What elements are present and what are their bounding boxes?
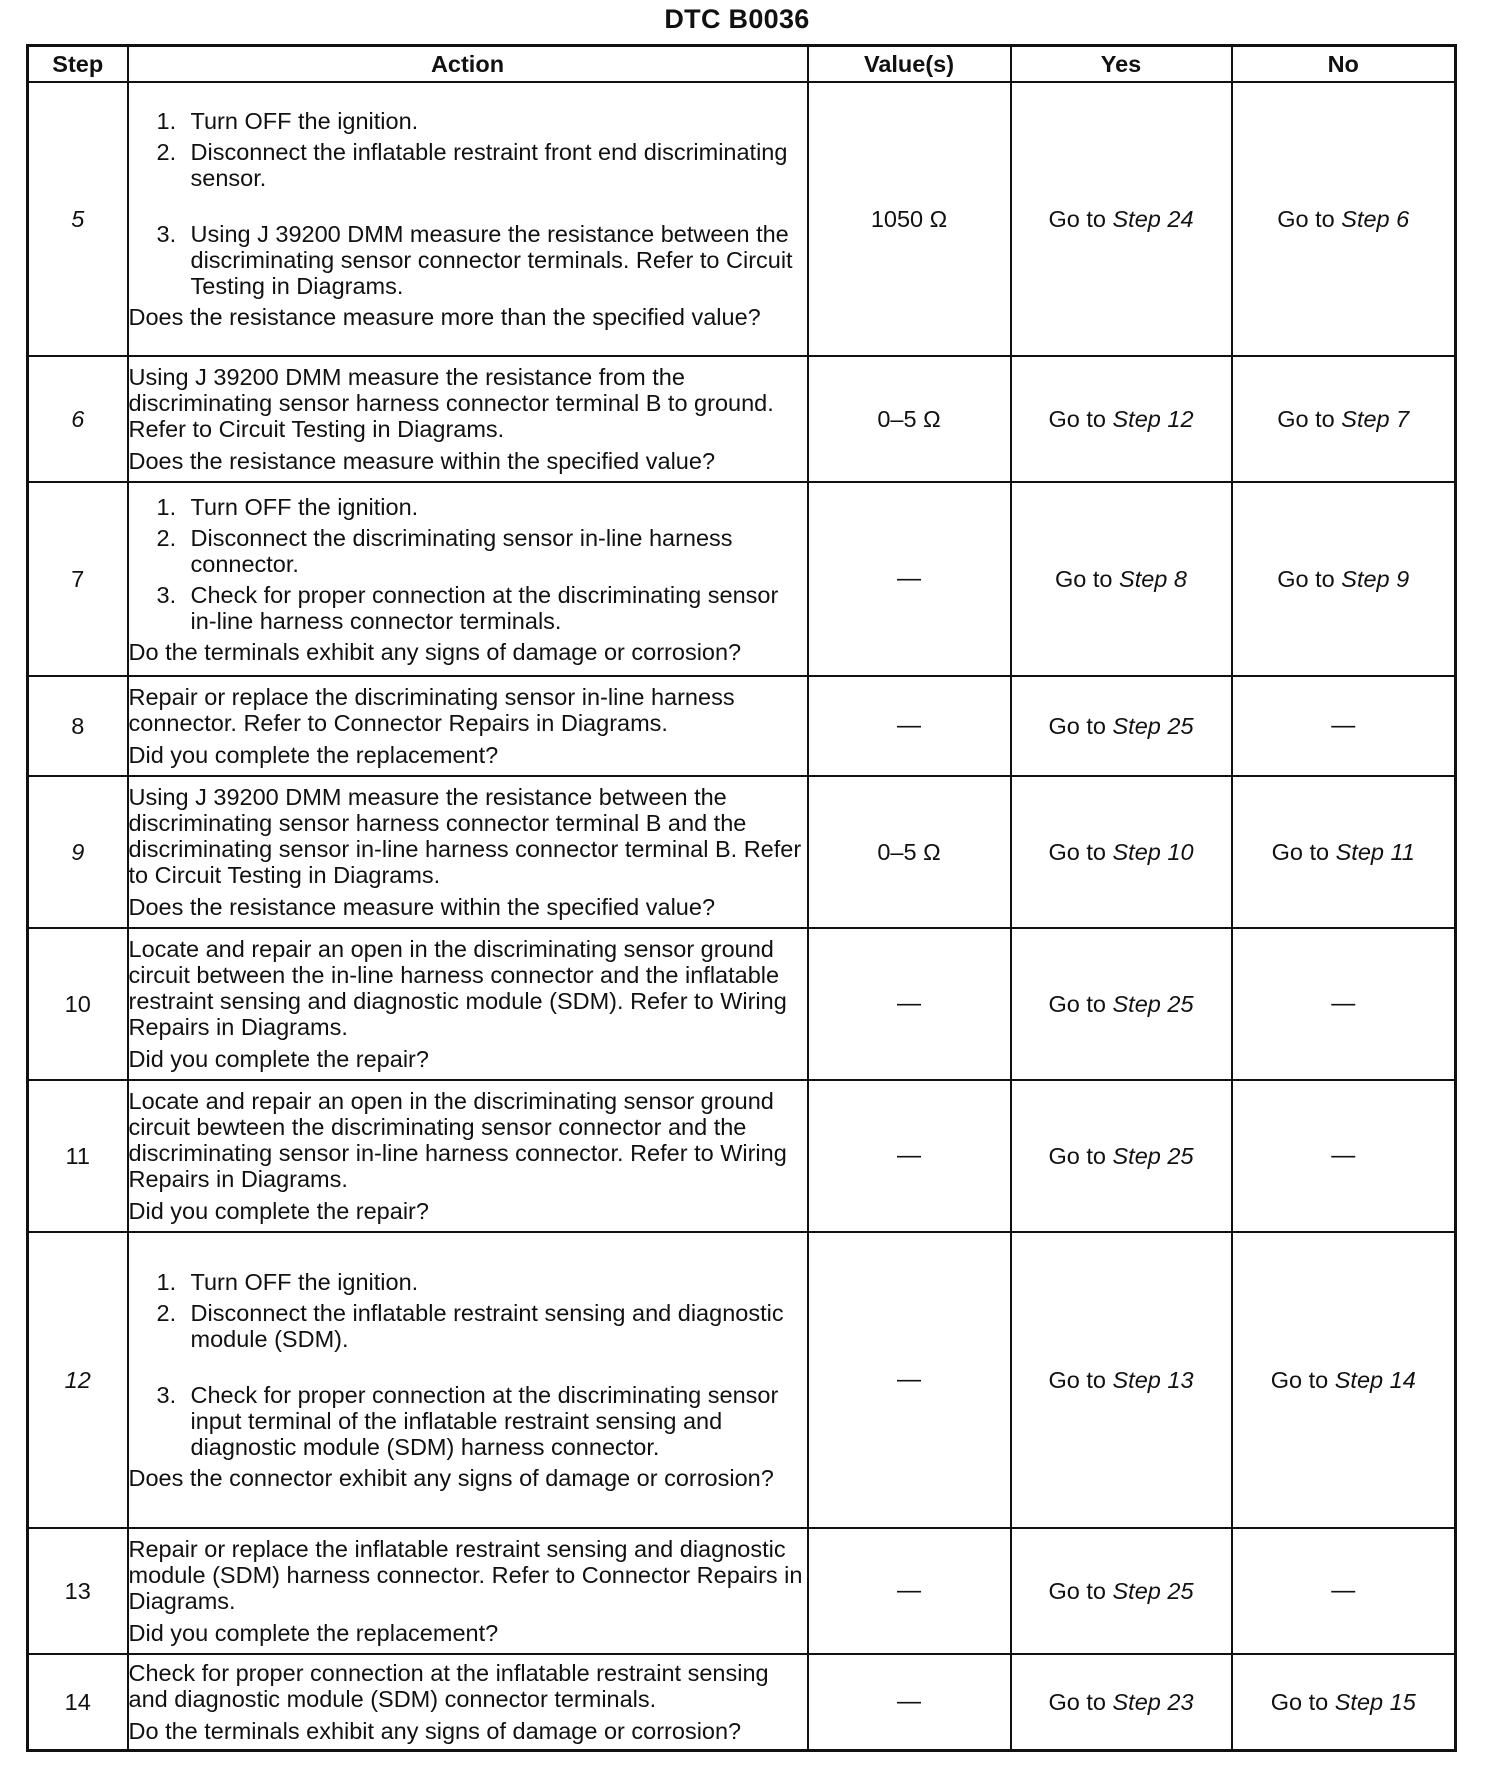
- action-text: Using J 39200 DMM measure the resistance between the discriminating sensor harness connector terminal B and the discriminating sensor in-line harness connector terminal B. Refer to Circuit Testing in Diagrams.: [128, 784, 802, 888]
- action-cell: [128, 1232, 808, 1528]
- yes-cell: Go to Step 24: [1011, 82, 1232, 356]
- step-number: 13: [28, 1528, 128, 1654]
- header-yes: Yes: [1011, 46, 1232, 83]
- table-row: [28, 1232, 1456, 1528]
- no-cell: Go to Step 11: [1232, 776, 1456, 928]
- action-text: Check for proper connection at the inflatable restraint sensing and diagnostic module (SDM) connector terminals.: [128, 1659, 769, 1712]
- table-row: [28, 1654, 1456, 1750]
- list-item: 1. Turn OFF the ignition.: [156, 493, 419, 520]
- action-cell: [128, 928, 808, 1080]
- action-cell: [128, 356, 808, 482]
- header-values: Value(s): [808, 46, 1011, 83]
- list-item: 2. Disconnect the inflatable restraint front end discriminating sensor.: [156, 139, 788, 191]
- yes-cell: Go to Step 13: [1011, 1232, 1232, 1528]
- step-number: 7: [28, 482, 128, 676]
- step-number: 8: [28, 676, 128, 776]
- no-cell: —: [1232, 928, 1456, 1080]
- action-question: Does the resistance measure more than the specified value?: [128, 304, 761, 330]
- action-question: Did you complete the repair?: [128, 1198, 429, 1224]
- list-item: 3. Check for proper connection at the discriminating sensor in-line harness connector terminals.: [156, 581, 779, 634]
- action-text: Locate and repair an open in the discriminating sensor ground circuit bewteen the discriminating sensor connector and the discriminating sensor in-line harness connector. Refer to Wiring Repairs in Diagrams.: [128, 1088, 787, 1192]
- step-number: 6: [28, 356, 128, 482]
- no-cell: Go to Step 14: [1232, 1232, 1456, 1528]
- action-question: Did you complete the replacement?: [128, 742, 499, 768]
- list-item: 3. Using J 39200 DMM measure the resistance between the discriminating sensor connector terminals. Refer to Circuit Testing in Diagrams.: [156, 221, 793, 299]
- table-row: [28, 356, 1456, 482]
- action-cell: [128, 676, 808, 776]
- header-action: Action: [128, 46, 808, 83]
- action-question: Did you complete the repair?: [128, 1046, 429, 1072]
- yes-cell: Go to Step 10: [1011, 776, 1232, 928]
- list-item: 2. Disconnect the inflatable restraint sensing and diagnostic module (SDM).: [156, 1300, 784, 1352]
- no-cell: Go to Step 15: [1232, 1654, 1456, 1750]
- list-item: 1. Turn OFF the ignition.: [156, 1269, 419, 1295]
- action-cell: [128, 1654, 808, 1750]
- action-question: Did you complete the replacement?: [128, 1620, 499, 1646]
- no-cell: —: [1232, 1528, 1456, 1654]
- table-row: [28, 776, 1456, 928]
- value-cell: —: [808, 1232, 1011, 1528]
- value-cell: —: [808, 676, 1011, 776]
- action-cell: [128, 82, 808, 356]
- value-cell: 0–5 Ω: [808, 356, 1011, 482]
- action-cell: [128, 1528, 808, 1654]
- no-cell: Go to Step 7: [1232, 356, 1456, 482]
- header-step: Step: [28, 46, 128, 83]
- diagnostic-table: [26, 44, 1457, 1752]
- no-cell: —: [1232, 1080, 1456, 1232]
- value-cell: —: [808, 1528, 1011, 1654]
- table-row: [28, 482, 1456, 676]
- step-number: 9: [28, 776, 128, 928]
- value-cell: —: [808, 1654, 1011, 1750]
- step-number: 10: [28, 928, 128, 1080]
- action-question: Do the terminals exhibit any signs of damage or corrosion?: [128, 638, 742, 665]
- yes-cell: Go to Step 25: [1011, 1080, 1232, 1232]
- action-cell: [128, 776, 808, 928]
- list-item: 2. Disconnect the discriminating sensor in-line harness connector.: [156, 524, 733, 577]
- no-cell: Go to Step 9: [1232, 482, 1456, 676]
- action-text: Repair or replace the discriminating sensor in-line harness connector. Refer to Connector Repairs in Diagrams.: [128, 684, 735, 736]
- yes-cell: Go to Step 25: [1011, 1528, 1232, 1654]
- action-cell: [128, 1080, 808, 1232]
- no-cell: Go to Step 6: [1232, 82, 1456, 356]
- yes-cell: Go to Step 25: [1011, 928, 1232, 1080]
- value-cell: —: [808, 482, 1011, 676]
- step-number: 14: [28, 1654, 128, 1750]
- table-row: [28, 82, 1456, 356]
- list-item: 1. Turn OFF the ignition.: [156, 108, 419, 134]
- yes-cell: Go to Step 23: [1011, 1654, 1232, 1750]
- document-title: DTC B0036: [664, 4, 810, 34]
- value-cell: —: [808, 928, 1011, 1080]
- yes-cell: Go to Step 8: [1011, 482, 1232, 676]
- table-row: [28, 676, 1456, 776]
- value-cell: 0–5 Ω: [808, 776, 1011, 928]
- yes-cell: Go to Step 25: [1011, 676, 1232, 776]
- step-number: 5: [28, 82, 128, 356]
- table-row: [28, 1080, 1456, 1232]
- action-question: Do the terminals exhibit any signs of damage or corrosion?: [128, 1717, 742, 1744]
- step-number: 12: [28, 1232, 128, 1528]
- yes-cell: Go to Step 12: [1011, 356, 1232, 482]
- action-question: Does the resistance measure within the specified value?: [128, 448, 716, 474]
- value-cell: —: [808, 1080, 1011, 1232]
- table-row: [28, 1528, 1456, 1654]
- table-header-row: [28, 46, 1456, 83]
- value-cell: 1050 Ω: [808, 82, 1011, 356]
- action-cell: [128, 482, 808, 676]
- action-question: Does the resistance measure within the specified value?: [128, 894, 716, 920]
- step-number: 11: [28, 1080, 128, 1232]
- action-text: Using J 39200 DMM measure the resistance from the discriminating sensor harness connector terminal B to ground. Refer to Circuit Testing in Diagrams.: [128, 364, 774, 442]
- no-cell: —: [1232, 676, 1456, 776]
- action-question: Does the connector exhibit any signs of damage or corrosion?: [128, 1465, 774, 1491]
- action-text: Locate and repair an open in the discriminating sensor ground circuit between the in-line harness connector and the inflatable restraint sensing and diagnostic module (SDM). Refer to Wiring Repairs in Diagrams.: [128, 936, 787, 1040]
- list-item: 3. Check for proper connection at the discriminating sensor input terminal of the inflatable restraint sensing and diagnostic module (SDM) harness connector.: [156, 1382, 779, 1460]
- header-no: No: [1232, 46, 1456, 83]
- table-row: [28, 928, 1456, 1080]
- action-text: Repair or replace the inflatable restraint sensing and diagnostic module (SDM) harness connector. Refer to Connector Repairs in Diagrams.: [128, 1536, 803, 1614]
